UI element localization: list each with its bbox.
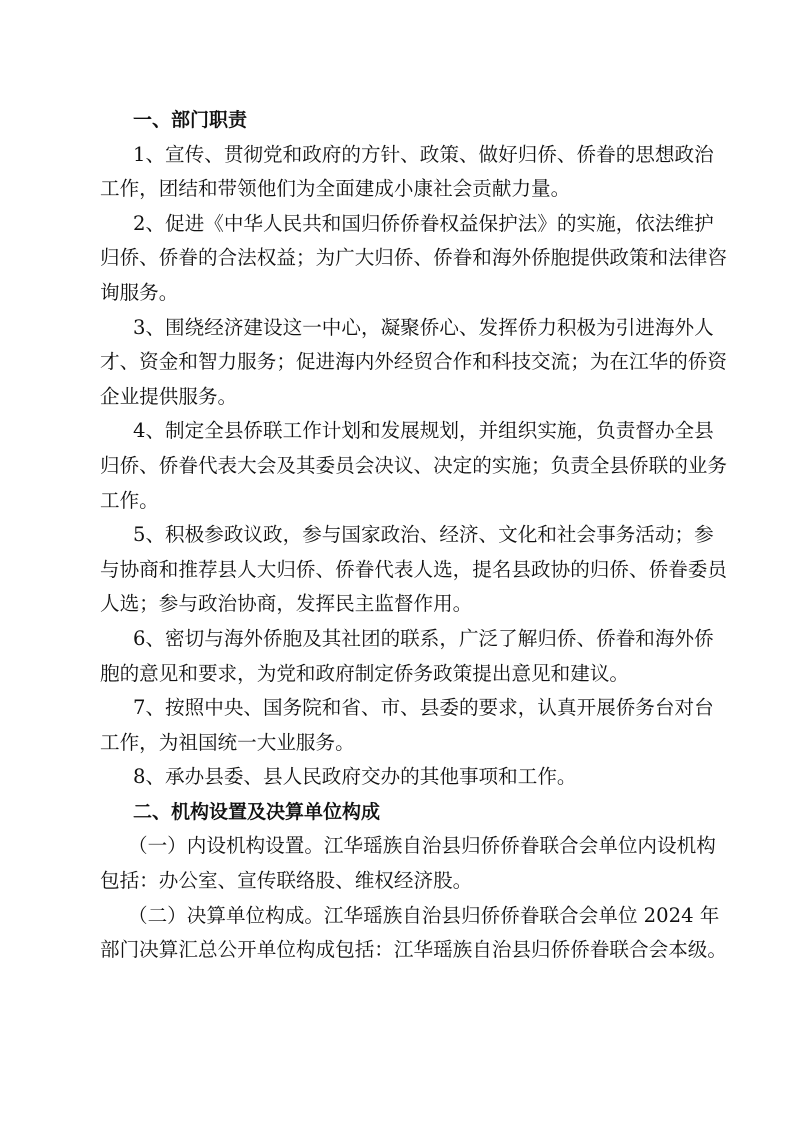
paragraph-line: 6、密切与海外侨胞及其社团的联系，广泛了解归侨、侨眷和海外侨: [133, 626, 714, 650]
paragraph-line: 企业提供服务。: [100, 384, 238, 408]
paragraph: [100, 207, 727, 311]
section-heading: 一、部门职责: [133, 109, 248, 131]
paragraph-line: 1、宣传、贯彻党和政府的方针、政策、做好归侨、侨眷的思想政治: [133, 142, 714, 166]
section-heading: 二、机构设置及决算单位构成: [133, 800, 381, 823]
paragraph: [100, 691, 714, 760]
paragraph-line: 包括：办公室、宣传联络股、维权经济股。: [100, 869, 473, 893]
paragraph-line: 工作，为祖国统一大业服务。: [100, 730, 355, 754]
paragraph: [100, 829, 716, 898]
paragraph-line: 询服务。: [100, 280, 179, 304]
paragraph-line: 胞的意见和要求，为党和政府制定侨务政策提出意见和建议。: [100, 661, 630, 685]
paragraph-line: 工作，团结和带领他们为全面建成小康社会贡献力量。: [100, 177, 571, 201]
paragraph: [100, 899, 727, 968]
paragraph-line: 与协商和推荐县人大归侨、侨眷代表人选，提名县政协的归侨、侨眷委员: [100, 557, 727, 581]
paragraph-line: （二）决算单位构成。江华瑶族自治县归侨侨眷联合会单位 2024 年: [128, 903, 720, 927]
paragraph-line: （一）内设机构设置。江华瑶族自治县归侨侨眷联合会单位内设机构: [128, 834, 716, 858]
paragraph-line: 8、承办县委、县人民政府交办的其他事项和工作。: [133, 765, 577, 789]
paragraph-line: 5、积极参政议政，参与国家政治、经济、文化和社会事务活动；参: [133, 523, 714, 547]
paragraph-line: 部门决算汇总公开单位构成包括：江华瑶族自治县归侨侨眷联合会本级。: [100, 938, 727, 962]
paragraph: [100, 518, 727, 622]
paragraph-line: 归侨、侨眷的合法权益；为广大归侨、侨眷和海外侨胞提供政策和法律咨: [100, 246, 727, 270]
paragraph: [100, 311, 727, 415]
paragraph: [100, 760, 706, 795]
paragraph-line: 才、资金和智力服务；促进海内外经贸合作和科技交流；为在江华的侨资: [100, 350, 727, 374]
paragraph-line: 2、促进《中华人民共和国归侨侨眷权益保护法》的实施，依法维护: [133, 211, 714, 235]
paragraph-line: 7、按照中央、国务院和省、市、县委的要求，认真开展侨务台对台: [133, 696, 714, 720]
paragraph: [100, 138, 714, 207]
paragraph-line: 4、制定全县侨联工作计划和发展规划，并组织实施，负责督办全县: [133, 419, 714, 443]
paragraph-line: 3、围绕经济建设这一中心，凝聚侨心、发挥侨力积极为引进海外人: [133, 315, 714, 339]
paragraph-line: 人选；参与政治协商，发挥民主监督作用。: [100, 592, 473, 616]
paragraph-line: 归侨、侨眷代表大会及其委员会决议、决定的实施；负责全县侨联的业务: [100, 453, 727, 477]
paragraph: [100, 414, 727, 518]
document-page: [100, 103, 727, 968]
paragraph-line: 工作。: [100, 488, 159, 512]
paragraph: [100, 622, 714, 691]
